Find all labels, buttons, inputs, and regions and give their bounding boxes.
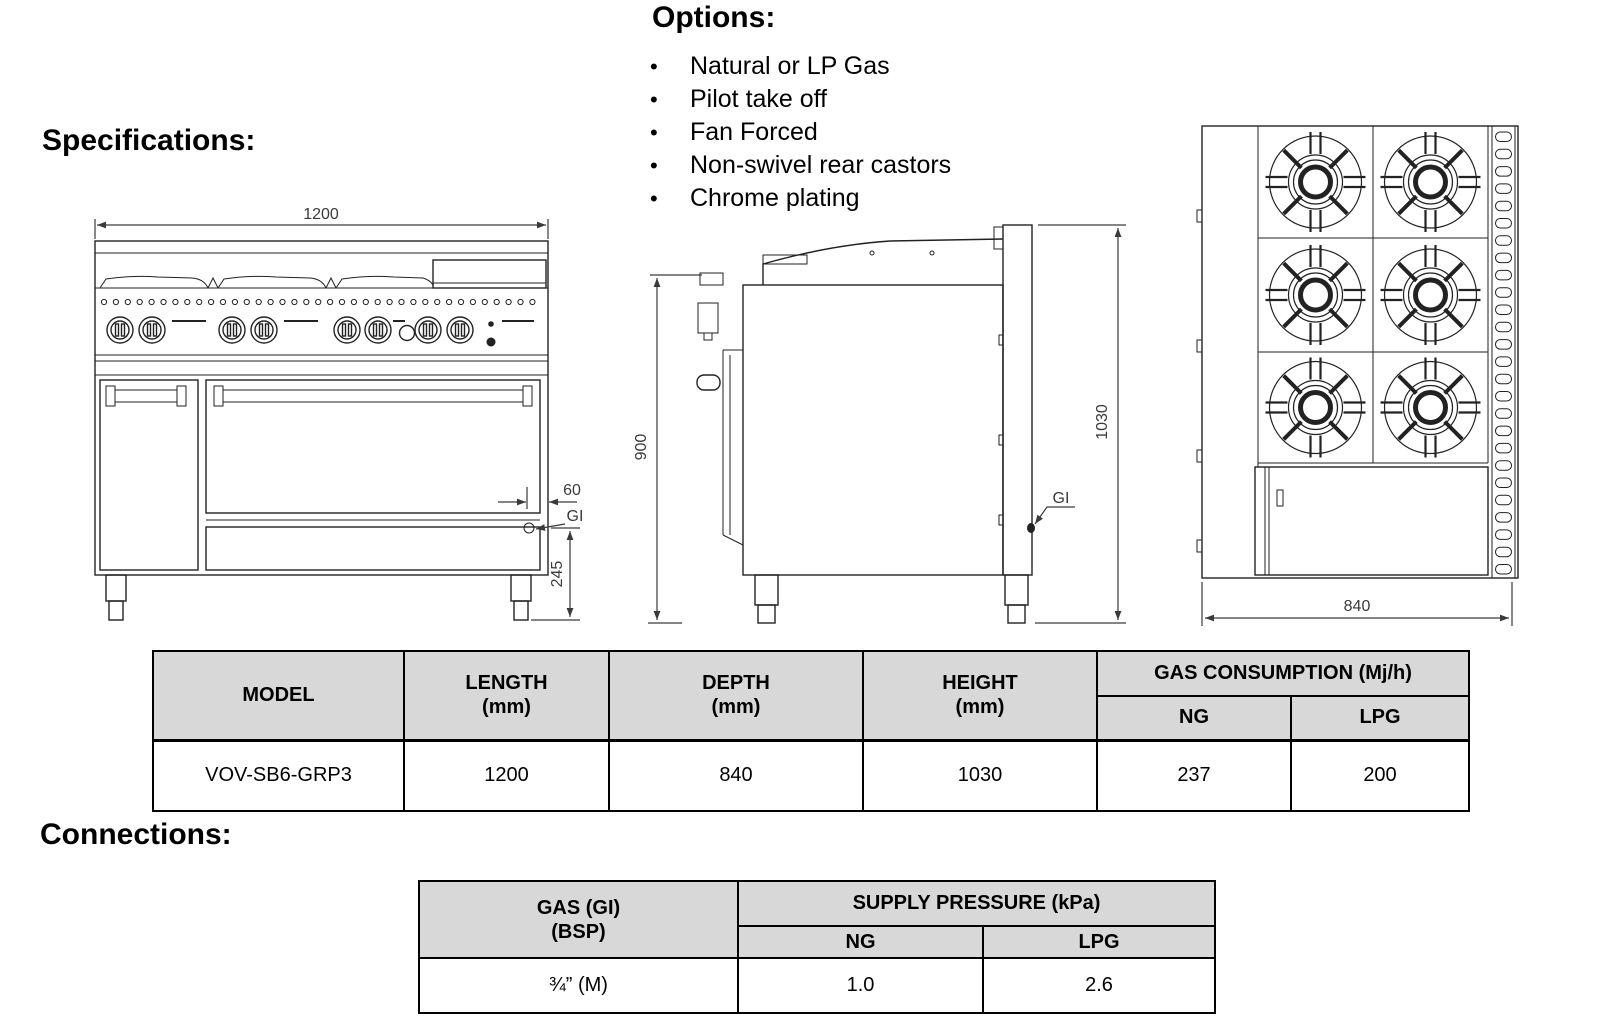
column-header-gas-size: GAS (GI) (BSP) [419, 881, 738, 958]
options-heading: Options: [652, 1, 776, 34]
list-item: • Chrome plating [650, 182, 951, 215]
front-panel [1255, 467, 1488, 575]
oven-door [206, 380, 540, 570]
worktop-height-dimension [633, 275, 702, 623]
plinth-height-label: 245 [549, 560, 566, 588]
range-side-body [697, 225, 1032, 623]
connections-heading: Connections: [40, 818, 232, 851]
specifications-table [152, 650, 1470, 812]
worktop-height-label: 900 [633, 433, 650, 461]
column-header-length: LENGTH (mm) [404, 651, 609, 740]
table-row [153, 740, 1469, 811]
bullet-icon: • [650, 153, 658, 178]
burner-trivets [100, 276, 433, 288]
specifications-heading: Specifications: [42, 124, 256, 157]
bullet-icon: • [650, 186, 658, 211]
range-top-body [1197, 126, 1518, 578]
column-header-height: HEIGHT (mm) [863, 651, 1097, 740]
plinth-height-dimension [531, 528, 580, 620]
front-width-dimension [95, 206, 548, 239]
front-width-label: 1200 [303, 206, 339, 223]
cell-height: 1030 [863, 740, 1097, 811]
cabinet-door [100, 380, 198, 570]
column-header-ng: NG [1097, 696, 1291, 740]
bullet-icon: • [650, 87, 658, 112]
list-item: • Natural or LP Gas [650, 50, 951, 83]
cell-gas-size: ¾” (M) [419, 958, 738, 1013]
cell-ng-pressure: 1.0 [738, 958, 983, 1013]
legs [755, 575, 1028, 623]
list-item: • Fan Forced [650, 116, 951, 149]
gas-inlet-callout [1027, 490, 1075, 533]
range-front-body [95, 241, 548, 620]
cell-length: 1200 [404, 740, 609, 811]
cell-ng: 237 [1097, 740, 1291, 811]
list-item: • Non-swivel rear castors [650, 149, 951, 182]
cell-lpg-pressure: 2.6 [983, 958, 1215, 1013]
bullet-icon: • [650, 120, 658, 145]
gas-inlet-label: GI [566, 508, 584, 525]
griddle-strip [1492, 126, 1515, 578]
griddle-offset-label: 60 [563, 482, 581, 499]
vent-holes-row [101, 299, 535, 304]
griddle-plate [433, 260, 546, 288]
top-view-drawing [1165, 110, 1535, 640]
front-view-drawing [88, 175, 598, 625]
cell-depth: 840 [609, 740, 863, 811]
connections-table [418, 880, 1216, 1014]
column-header-lpg: LPG [1291, 696, 1469, 740]
griddle-rib-slots [1496, 132, 1512, 574]
depth-label: 840 [1343, 598, 1371, 615]
panel-markings [172, 321, 534, 347]
front-profile [697, 273, 743, 545]
column-header-lpg: LPG [983, 926, 1215, 958]
table-row [419, 958, 1215, 1013]
cell-lpg: 200 [1291, 740, 1469, 811]
depth-dimension [1202, 582, 1512, 626]
gas-inlet-label: GI [1052, 490, 1070, 507]
column-header-ng: NG [738, 926, 983, 958]
overall-height-label: 1030 [1094, 404, 1111, 440]
cell-model: VOV-SB6-GRP3 [153, 740, 404, 811]
overall-height-dimension [1035, 225, 1126, 623]
rear-riser-panel [994, 225, 1032, 575]
bullet-icon: • [650, 54, 658, 79]
list-item: • Pilot take off [650, 83, 951, 116]
column-header-depth: DEPTH (mm) [609, 651, 863, 740]
flue-cover [763, 239, 1003, 285]
column-header-gas-consumption: GAS CONSUMPTION (Mj/h) [1097, 651, 1469, 696]
column-header-model: MODEL [153, 651, 404, 740]
legs [106, 575, 531, 620]
side-view-drawing [620, 185, 1130, 635]
column-header-supply-pressure: SUPPLY PRESSURE (kPa) [738, 881, 1215, 926]
